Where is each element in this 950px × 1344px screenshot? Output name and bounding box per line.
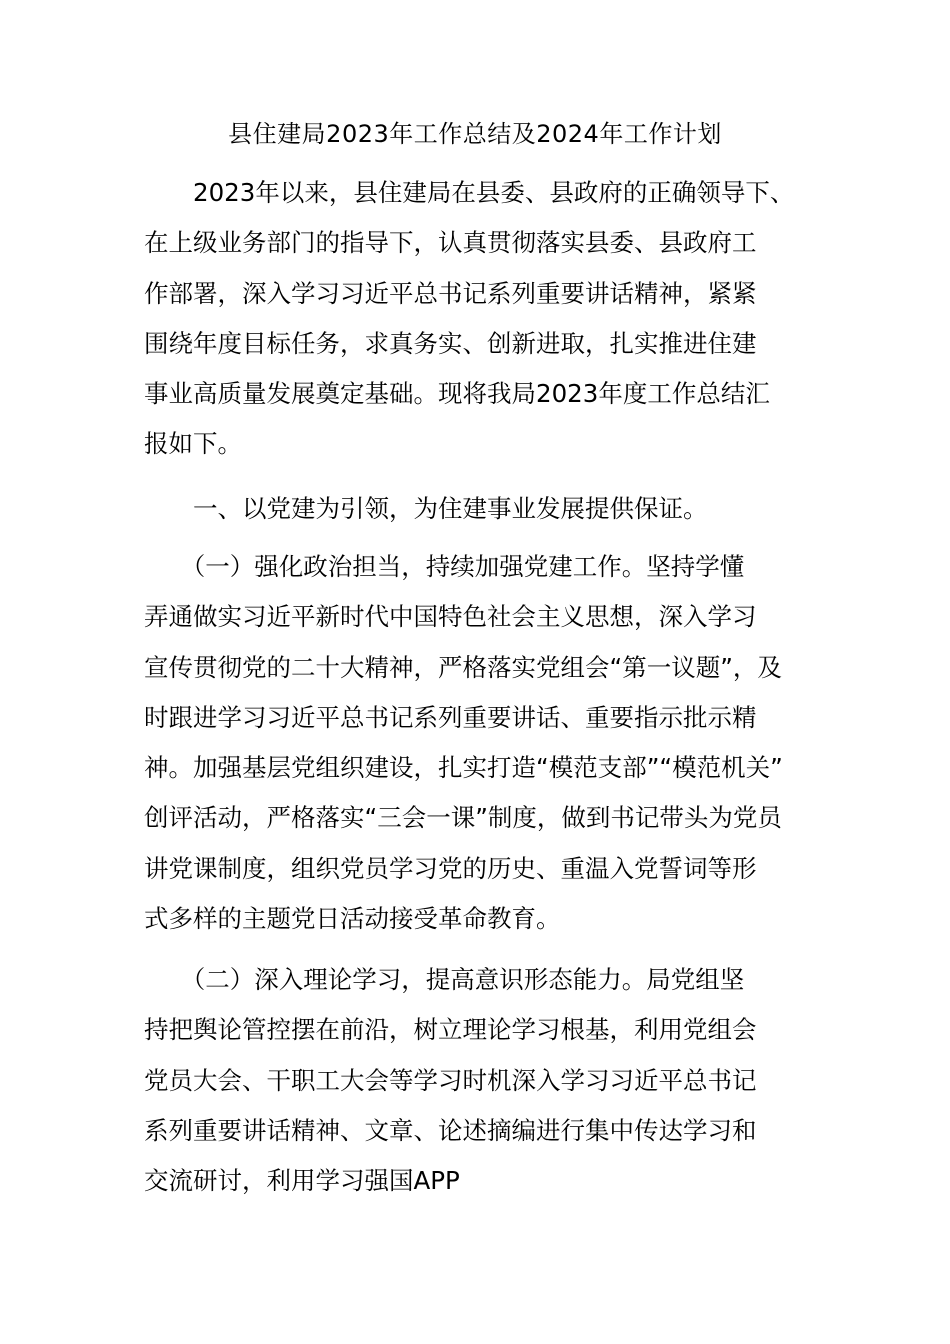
paragraph-line: 围绕年度目标任务，求真务实、创新进取，扎实推进住建 <box>144 328 757 358</box>
paragraph-line: 作部署，深入学习习近平总书记系列重要讲话精神，紧紧 <box>144 278 757 308</box>
paragraph-line: 创评活动，严格落实“三会一课”制度，做到书记带头为党员 <box>144 803 782 833</box>
paragraph-line: 神。加强基层党组织建设，扎实打造“模范支部”“模范机关” <box>144 753 783 783</box>
document-title: 县住建局2023年工作总结及2024年工作计划 <box>228 120 722 148</box>
paragraph-line: 弄通做实习近平新时代中国特色社会主义思想，深入学习 <box>144 602 757 632</box>
paragraph-line: 时跟进学习习近平总书记系列重要讲话、重要指示批示精 <box>144 702 757 732</box>
paragraph-line: （一）强化政治担当，持续加强党建工作。坚持学懂 <box>144 552 745 581</box>
paragraph-line: 持把舆论管控摆在前沿，树立理论学习根基，利用党组会 <box>144 1015 757 1045</box>
paragraph-line: 在上级业务部门的指导下，认真贯彻落实县委、县政府工 <box>144 228 757 258</box>
paragraph-line: 系列重要讲话精神、文章、论述摘编进行集中传达学习和 <box>144 1115 757 1145</box>
section-heading-1 <box>144 484 812 534</box>
paragraph-subsection-1 <box>144 542 812 944</box>
paragraph-subsection-2 <box>144 955 812 1206</box>
paragraph-line: 宣传贯彻党的二十大精神，严格落实党组会“第一议题”，及 <box>144 652 782 682</box>
paragraph-intro <box>144 168 812 470</box>
paragraph-line: 报如下。 <box>144 429 242 459</box>
paragraph-line: 党员大会、干职工大会等学习时机深入学习习近平总书记 <box>144 1065 757 1095</box>
paragraph-line: 讲党课制度，组织党员学习党的历史、重温入党誓词等形 <box>144 853 757 883</box>
section-heading-line: 一、以党建为引领，为住建事业发展提供保证。 <box>144 494 708 523</box>
paragraph-line: 交流研讨，利用学习强国APP <box>144 1166 460 1196</box>
paragraph-line: （二）深入理论学习，提高意识形态能力。局党组坚 <box>144 965 745 994</box>
paragraph-line: 事业高质量发展奠定基础。现将我局2023年度工作总结汇 <box>144 379 770 409</box>
paragraph-line: 式多样的主题党日活动接受革命教育。 <box>144 904 561 934</box>
paragraph-line: 2023年以来，县住建局在县委、县政府的正确领导下、 <box>144 178 795 207</box>
